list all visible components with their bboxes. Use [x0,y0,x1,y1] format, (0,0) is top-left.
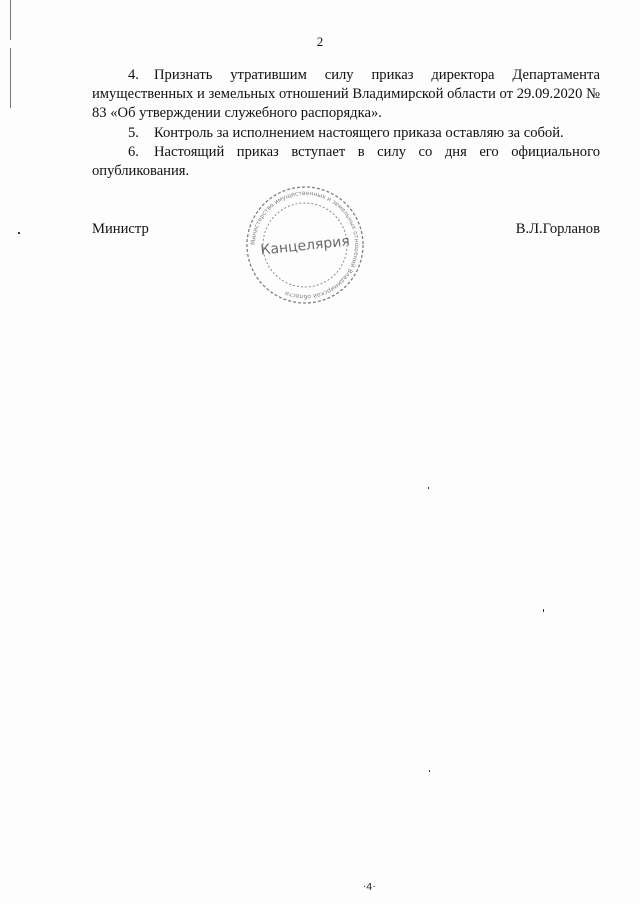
signatory-name: В.Л.Горланов [515,221,600,237]
paragraph-item-6 [92,143,600,181]
stamp-outer-text: Министерство имущественных и земельных отношений Владимирской области [249,189,361,301]
page-number: 2 [316,34,324,49]
paragraph-number: 4. [128,67,139,83]
scan-dot [18,232,20,234]
scan-dot [428,487,429,489]
paragraph-text: Признать утратившим силу приказ директора Департамента имущественных и земельных отношений Владимирской области от 29.09.2020 № 83 «Об утверждении служебного распорядка». [92,67,600,122]
signatory-title: Министр [92,221,149,237]
office-stamp [244,184,366,306]
scan-dot [543,609,544,612]
paragraph-item-5 [92,124,600,143]
stamp-center-text: Канцелярия [259,233,351,259]
paragraph-item-4 [92,66,600,124]
scan-dot [429,770,430,772]
document-body [92,66,600,181]
paragraph-text: Настоящий приказ вступает в силу со дня его официального опубликования. [92,143,600,180]
paragraph-number: 5. [128,124,139,141]
scan-margin-line [10,48,11,108]
paragraph-text: Контроль за исполнением настоящего приказа оставляю за собой. [154,124,564,141]
paragraph-number: 6. [128,143,139,160]
scan-footer-mark: ·4· [363,882,376,893]
